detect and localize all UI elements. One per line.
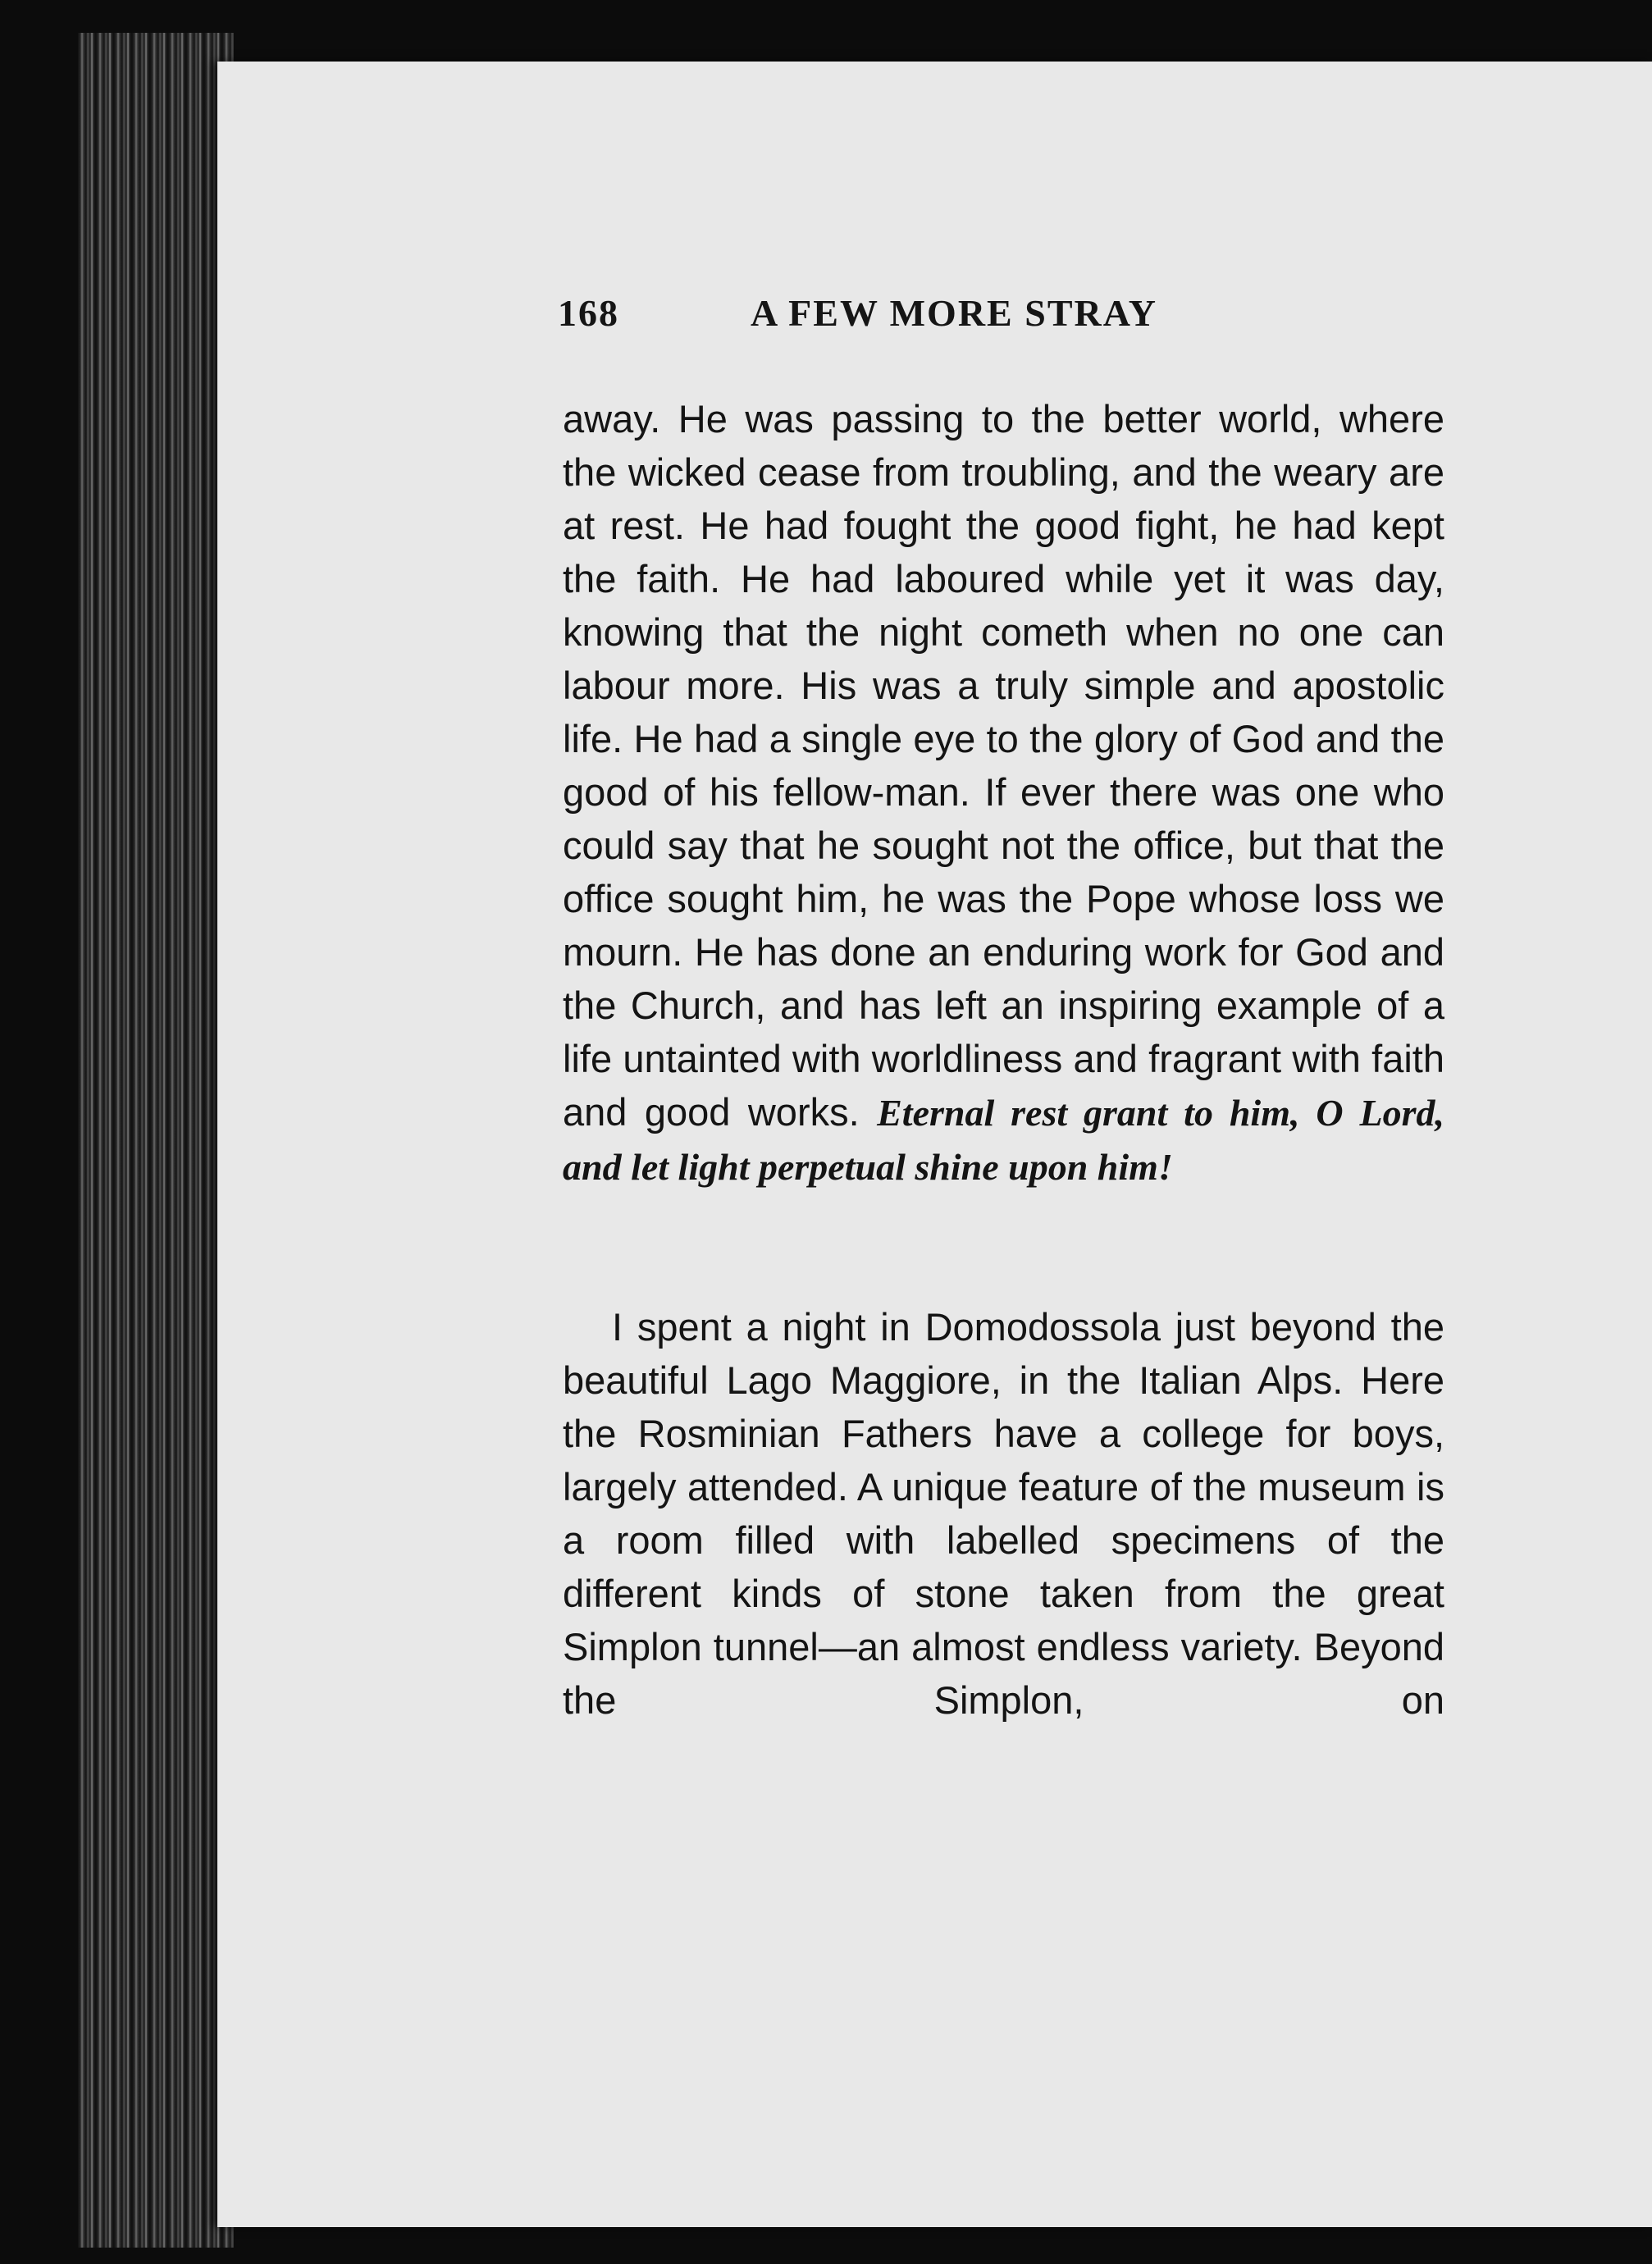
book-page-edges xyxy=(78,33,234,2248)
paragraph-2 xyxy=(563,1300,1444,1727)
paragraph-2-text: I spent a night in Domodossola just beyond the beautiful Lago Maggiore, in the Italian Alps. Here the Rosminian Fathers have a college for boys, largely attended. A unique feature of the museum is a room filled with labelled specimens of the different kinds of stone taken from the great Simplon tunnel—an almost endless variety. Beyond the Simplon, on xyxy=(563,1305,1444,1722)
body-text xyxy=(563,392,1444,1727)
running-title: A FEW MORE STRAY xyxy=(751,292,1157,334)
paragraph-1-text: away. He was passing to the better world, where the wicked cease from troubling, and the weary are at rest. He had fought the good fight, he had kept the faith. He had laboured while yet it was day, knowing that the night cometh when no one can labour more. His was a truly simple and apostolic life. He had a single eye to the glory of God and the good of his fellow-man. If ever there was one who could say that he sought not the office, but that the office sought him, he was the Pope whose loss we mourn. He has done an enduring work for God and the Church, and has left an inspiring example of a life untainted with worldliness and fragrant with faith and good works. xyxy=(563,397,1444,1134)
paragraph-1-italic-prayer: Eternal rest grant to him, O Lord, and let light perpetual shine upon him! xyxy=(563,1092,1444,1188)
running-head xyxy=(558,291,1263,349)
page-number: 168 xyxy=(558,292,619,334)
paragraph-gap xyxy=(563,1194,1444,1300)
paragraph-1 xyxy=(563,392,1444,1194)
